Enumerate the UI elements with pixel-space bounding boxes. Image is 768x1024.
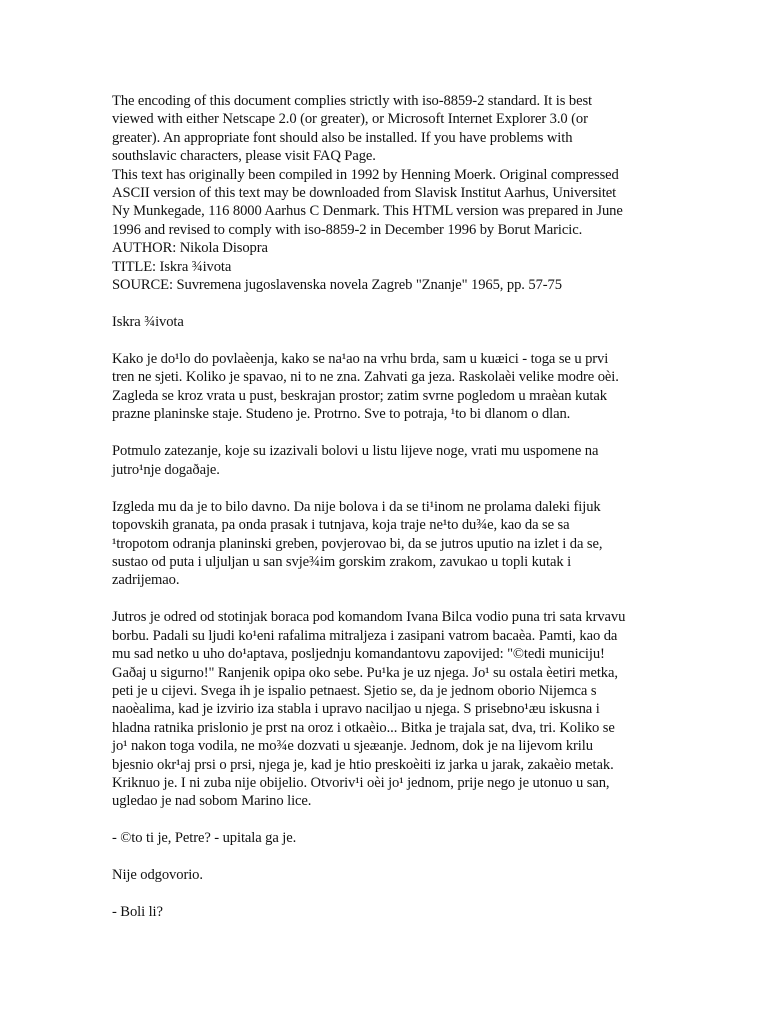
paragraph-line: Nije odgovorio. <box>112 867 203 884</box>
compilation-notice-line: Ny Munkegade, 116 8000 Aarhus C Denmark. This HTML version was prepared in June <box>112 203 623 220</box>
paragraph-line: Gaðaj u sigurno!" Ranjenik opipa oko sebe. Pu¹ka je uz njega. Jo¹ su ostala èetiri metka, <box>112 664 618 681</box>
compilation-notice-line: This text has originally been compiled in 1992 by Henning Moerk. Original compressed <box>112 166 619 183</box>
paragraph-line: borbu. Padali su ljudi ko¹eni rafalima mitraljeza i zasipani vatrom bacaèa. Pamti, kao da <box>112 627 618 644</box>
paragraph-line: zadrijemao. <box>112 572 180 589</box>
compilation-notice-line: ASCII version of this text may be downloaded from Slavisk Institut Aarhus, Universitet <box>112 185 617 202</box>
story-title-text: Iskra ¾ivota <box>112 314 184 331</box>
paragraph-line: - ©to ti je, Petre? - upitala ga je. <box>112 830 297 847</box>
paragraph <box>112 829 652 847</box>
paragraph <box>112 350 652 424</box>
paragraph-line: ugledao je nad sobom Marino lice. <box>112 793 312 810</box>
paragraph-line: topovskih granata, pa onda prasak i tutnjava, koja traje ne¹to du¾e, kao da se sa <box>112 517 570 534</box>
encoding-notice-line: viewed with either Netscape 2.0 (or greater), or Microsoft Internet Explorer 3.0 (or <box>112 111 588 128</box>
paragraph-line: Potmulo zatezanje, koje su izazivali bolovi u listu lijeve noge, vrati mu uspomene na <box>112 443 599 460</box>
encoding-notice-line: The encoding of this document complies strictly with iso-8859-2 standard. It is best <box>112 93 592 109</box>
paragraph-line: Kriknuo je. I ni zuba nije obijelio. Otvoriv¹i oèi jo¹ jednom, prije nego je utonuo u san, <box>112 774 610 791</box>
paragraph-line: hladna ratnika prislonio je prst na oroz i otkaèio... Bitka je trajala sat, dva, tri. Koliko se <box>112 719 615 736</box>
paragraph-line: sustao od puta i uljuljan u san svje¾im gorskim zrakom, zavukao u topli kutak i <box>112 553 572 570</box>
source-line: SOURCE: Suvremena jugoslavenska novela Zagreb "Znanje" 1965, pp. 57-75 <box>112 277 562 294</box>
paragraph-line: mu sad netko u uho do¹aptava, posljednju komandantovu zapovijed: "©tedi municiju! <box>112 646 605 663</box>
paragraph-line: peti je u cijevi. Svega ih je ispalio petnaest. Sjetio se, da je jednom oborio Nijemca s <box>112 682 597 699</box>
paragraph <box>112 442 652 479</box>
paragraph <box>112 498 652 590</box>
paragraph-line: Kako je do¹lo do povlaèenja, kako se na¹ao na vrhu brda, sam u kuæici - toga se u prvi <box>112 351 609 368</box>
paragraph-line: ¹tropotom odranja planinski greben, povjerovao bi, da se jutros uputio na izlet i da se, <box>112 535 603 552</box>
encoding-notice-line: southslavic characters, please visit FAQ Page. <box>112 148 376 165</box>
encoding-notice-line: greater). An appropriate font should also be installed. If you have problems with <box>112 129 573 146</box>
author-line: AUTHOR: Nikola Disopra <box>112 240 268 257</box>
story-title <box>112 313 652 331</box>
paragraph-line: tren ne sjeti. Koliko je spavao, ni to ne zna. Zahvati ga jeza. Raskolaèi velike modre oèi. <box>112 369 619 386</box>
paragraph <box>112 608 652 810</box>
paragraph-line: Jutros je odred od stotinjak boraca pod komandom Ivana Bilca vodio puna tri sata krvavu <box>112 609 626 626</box>
paragraph-line: Izgleda mu da je to bilo davno. Da nije bolova i da se ti¹inom ne prolama daleki fijuk <box>112 498 601 515</box>
compilation-notice-line: 1996 and revised to comply with iso-8859-2 in December 1996 by Borut Maricic. <box>112 221 583 238</box>
title-line: TITLE: Iskra ¾ivota <box>112 258 232 275</box>
paragraph-line: bjesnio okr¹aj prsi o prsi, njega je, kad je htio preskoèiti iz jarka u jarak, zakaèio metak. <box>112 756 614 773</box>
paragraph-line: prazne planinske staje. Studeno je. Protrno. Sve to potraja, ¹to bi dlanom o dlan. <box>112 406 571 423</box>
paragraph-line: Zagleda se kroz vrata u pust, beskrajan prostor; zatim svrne pogledom u mraèan kutak <box>112 387 607 404</box>
document-header <box>112 92 652 294</box>
document-body <box>112 92 652 940</box>
paragraph-line: - Boli li? <box>112 904 163 921</box>
paragraph <box>112 866 652 884</box>
paragraph-line: jo¹ nakon toga vodila, ne mo¾e dozvati u sjeæanje. Jednom, dok je na lijevom krilu <box>112 738 593 755</box>
paragraph <box>112 903 652 921</box>
paragraph-line: jutro¹nje dogaðaje. <box>112 461 220 478</box>
paragraph-line: naoèalima, kad je izvirio iza stabla i upravo naciljao u njega. S prisebno¹æu iskusna i <box>112 701 600 718</box>
